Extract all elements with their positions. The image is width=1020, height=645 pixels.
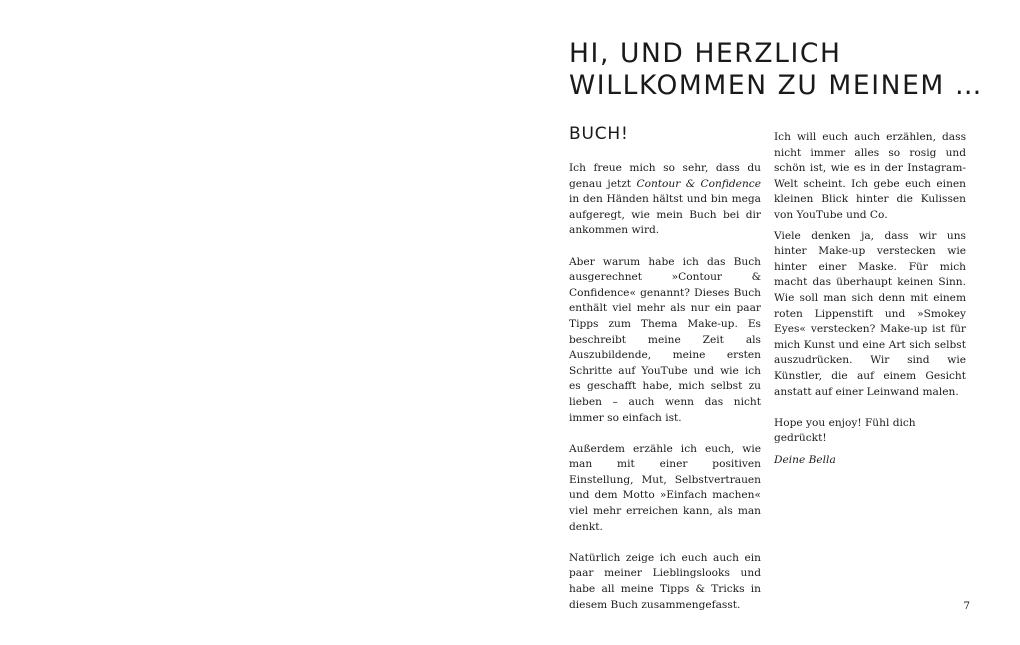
paragraph: Außerdem erzähle ich euch, wie man mit einer positiven Einstellung, Mut, Selbstvertrauen und dem Motto »Einfach machen« viel mehr erreichen kann, als man denkt. <box>569 442 761 533</box>
paragraph: Natürlich zeige ich euch auch ein paar meiner Lieblingslooks und habe all meine Tipps & Tricks in diesem Buch zusammengefasst. <box>569 551 761 611</box>
text-column-left <box>569 161 761 629</box>
page-title-line-1: HI, UND HERZLICH <box>569 38 842 69</box>
paragraph-text: in den Händen hältst und bin mega aufgeregt, wie mein Buch bei dir ankommen wird. <box>569 193 761 237</box>
closing-line: Hope you enjoy! Fühl dich gedrückt! <box>774 416 916 445</box>
paragraph <box>569 161 761 239</box>
paragraph-text: Ich freue mich so sehr, dass du genau jetzt <box>569 162 761 190</box>
signature <box>774 453 966 469</box>
page-title-line-2: WILLKOMMEN ZU MEINEM … <box>569 70 984 101</box>
book-title-emphasis: Contour & Confidence <box>636 177 761 190</box>
paragraph: Viele denken ja, dass wir uns hinter Make-up verstecken wie hinter einer Maske. Für mich macht das überhaupt keinen Sinn. Wie soll man sich denn mit einem roten Lippenstift und »Smokey Eyes« verstecken? Make-up ist für mich Kunst und eine Art sich selbst auszudrücken. Wir sind wie Künstler, die auf einem Gesicht anstatt auf einer Leinwand malen. <box>774 229 966 398</box>
text-column-right <box>774 130 966 474</box>
paragraph: Ich will euch auch erzählen, dass nicht immer alles so rosig und schön ist, wie es in der Instagram-Welt scheint. Ich gebe euch einen kleinen Blick hinter die Kulissen von YouTube und Co. <box>774 131 966 221</box>
page-number: 7 <box>963 600 970 612</box>
signature-text: Deine Bella <box>774 453 836 466</box>
page-title <box>569 38 989 102</box>
paragraph: Aber warum habe ich das Buch ausgerechnet »Contour & Confidence« genannt? Dieses Buch enthält viel mehr als nur ein paar Tipps zum Thema Make-up. Es beschreibt meine Zeit als Auszubildende, meine ersten Schritte auf YouTube und wie ich es geschafft habe, mich selbst zu lieben – auch wenn das nicht immer so einfach ist. <box>569 255 761 424</box>
section-heading: BUCH! <box>569 124 629 144</box>
